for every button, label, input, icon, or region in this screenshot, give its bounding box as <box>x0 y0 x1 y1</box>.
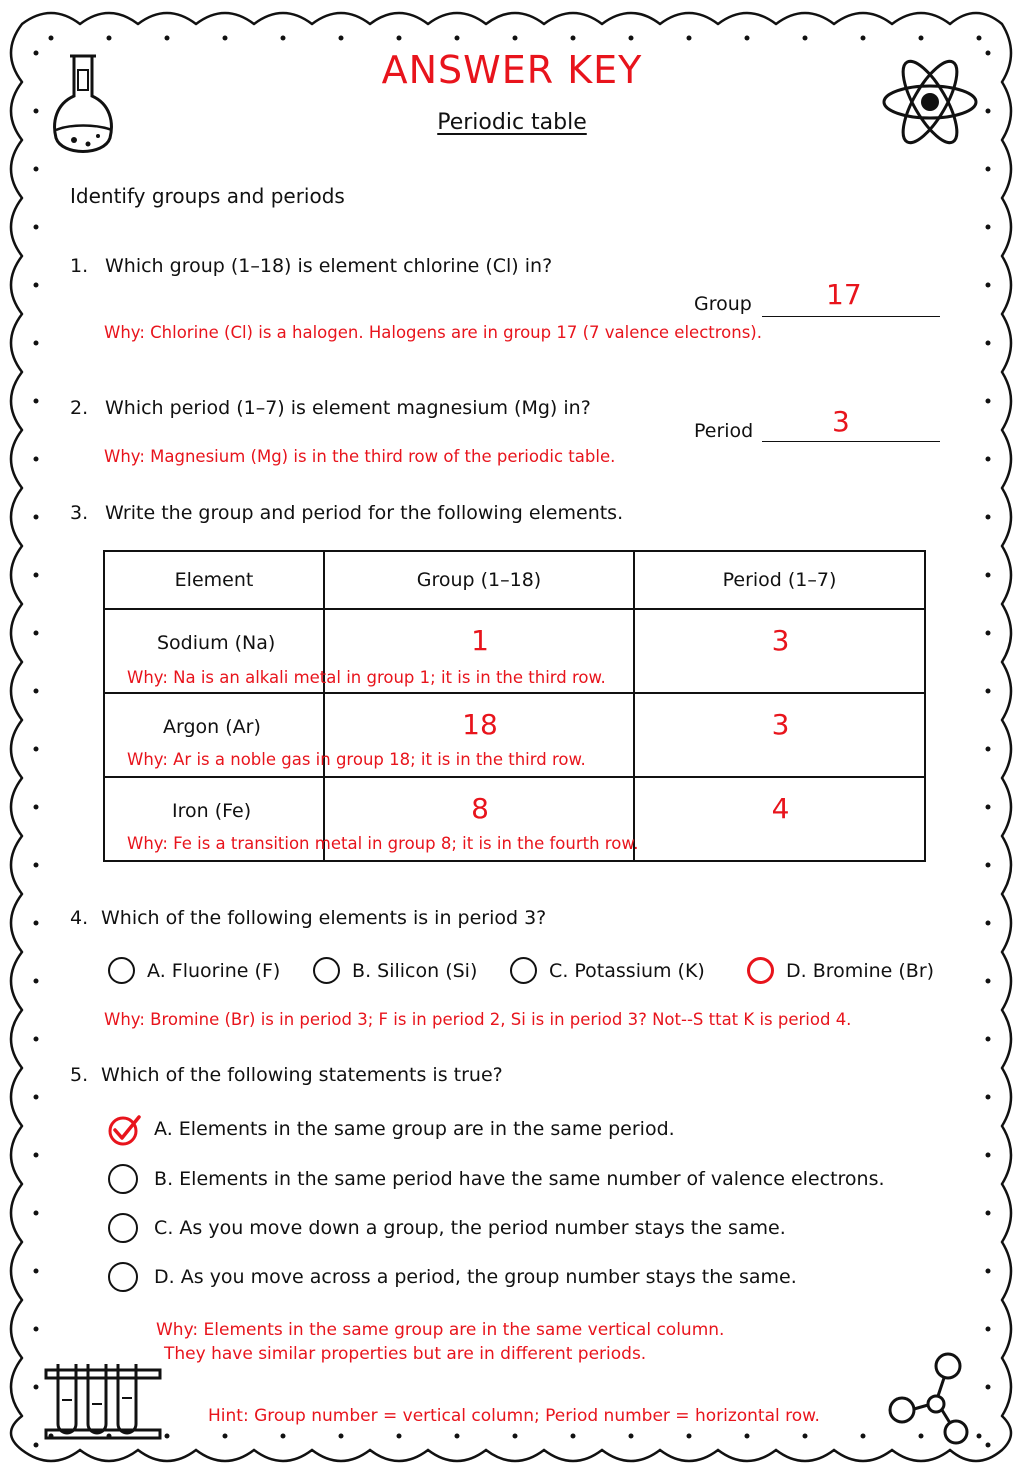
border-dot <box>34 1385 39 1390</box>
border-dot <box>397 1434 402 1439</box>
q1-answer: 17 <box>826 278 862 311</box>
page-title: ANSWER KEY <box>381 48 643 92</box>
q1-answer-line <box>762 316 940 317</box>
option-label: B. Elements in the same period have the same number of valence electrons. <box>154 1168 885 1190</box>
border-dot <box>986 1385 991 1390</box>
border-dot <box>986 979 991 984</box>
q4-question: Which of the following elements is in period 3? <box>101 907 547 929</box>
border-dot <box>34 1211 39 1216</box>
border-dot <box>34 515 39 520</box>
border-dot <box>803 1434 808 1439</box>
border-dot <box>339 1434 344 1439</box>
border-dot <box>986 863 991 868</box>
border-dot <box>986 921 991 926</box>
group-answer: 8 <box>471 792 489 825</box>
molecule-icon <box>886 1352 976 1448</box>
border-dot <box>34 399 39 404</box>
page-subtitle: Periodic table <box>437 110 587 135</box>
border-dot <box>977 36 982 41</box>
border-dot <box>861 36 866 41</box>
element-name: Sodium (Na) <box>157 632 276 654</box>
radio-button[interactable] <box>108 1262 138 1292</box>
test-tubes-icon <box>44 1360 162 1444</box>
border-dot <box>34 1095 39 1100</box>
table-row <box>104 609 925 693</box>
q3-question: Write the group and period for the following elements. <box>105 502 624 524</box>
radio-button[interactable] <box>510 957 537 984</box>
border-dot <box>986 1037 991 1042</box>
border-dot <box>977 1434 982 1439</box>
table-row <box>104 693 925 777</box>
radio-button-checked[interactable] <box>108 1114 140 1144</box>
border-dot <box>629 36 634 41</box>
border-dot <box>571 36 576 41</box>
border-dot <box>745 36 750 41</box>
border-dot <box>513 36 518 41</box>
border-dot <box>34 1269 39 1274</box>
border-dot <box>986 399 991 404</box>
border-dot <box>861 1434 866 1439</box>
q2-question: Which period (1–7) is element magnesium (Mg) in? <box>105 397 591 419</box>
group-answer: 18 <box>462 708 498 741</box>
element-name: Argon (Ar) <box>163 716 261 738</box>
q2-answer: 3 <box>832 405 850 438</box>
q3-number: 3. <box>70 502 89 524</box>
border-dot <box>986 1327 991 1332</box>
element-name: Iron (Fe) <box>172 800 252 822</box>
border-dot <box>803 36 808 41</box>
border-dot <box>34 283 39 288</box>
q4-option-b[interactable] <box>313 957 477 984</box>
border-dot <box>165 36 170 41</box>
period-answer: 3 <box>771 624 790 657</box>
q5-option-d[interactable] <box>108 1262 797 1292</box>
border-dot <box>986 515 991 520</box>
border-dot <box>986 689 991 694</box>
border-dot <box>986 747 991 752</box>
radio-button[interactable] <box>108 957 135 984</box>
border-dot <box>986 1153 991 1158</box>
border-dot <box>986 573 991 578</box>
q5-why-line-2: They have similar properties but are in different periods. <box>164 1344 647 1364</box>
border-dot <box>919 36 924 41</box>
q4-option-a[interactable] <box>108 957 280 984</box>
border-dot <box>49 36 54 41</box>
border-dot <box>986 283 991 288</box>
border-dot <box>339 36 344 41</box>
q5-option-c[interactable] <box>108 1213 786 1243</box>
hint: Hint: Group number = vertical column; Period number = horizontal row. <box>208 1406 820 1426</box>
border-dot <box>34 689 39 694</box>
q5-question: Which of the following statements is true? <box>101 1064 503 1086</box>
q1-answer-label: Group <box>694 293 752 315</box>
border-dot <box>34 1327 39 1332</box>
border-dot <box>397 36 402 41</box>
border-dot <box>986 167 991 172</box>
row-why: Why: Ar is a noble gas in group 18; it is in the third row. <box>127 750 586 769</box>
border-dot <box>34 979 39 984</box>
border-dot <box>34 167 39 172</box>
border-dot <box>34 921 39 926</box>
q2-why: Why: Magnesium (Mg) is in the third row of the periodic table. <box>104 447 616 466</box>
group-answer: 1 <box>471 624 489 657</box>
border-dot <box>986 1269 991 1274</box>
border-dot <box>281 36 286 41</box>
border-dot <box>34 1443 39 1448</box>
border-dot <box>986 1095 991 1100</box>
q2-number: 2. <box>70 397 89 419</box>
q4-number: 4. <box>70 907 89 929</box>
period-answer: 3 <box>771 708 790 741</box>
option-label: A. Elements in the same group are in the same period. <box>154 1118 675 1140</box>
border-dot <box>34 457 39 462</box>
q4-option-d[interactable] <box>747 957 934 984</box>
border-dot <box>34 1153 39 1158</box>
radio-button[interactable] <box>313 957 340 984</box>
border-dot <box>629 1434 634 1439</box>
period-answer: 4 <box>771 792 790 825</box>
q1-number: 1. <box>70 255 89 277</box>
border-dot <box>34 631 39 636</box>
column-header: Element <box>104 551 324 609</box>
q4-option-c[interactable] <box>510 957 705 984</box>
border-dot <box>571 1434 576 1439</box>
row-why: Why: Fe is a transition metal in group 8; it is in the fourth row. <box>127 834 639 853</box>
border-dot <box>34 225 39 230</box>
row-why: Why: Na is an alkali metal in group 1; it is in the third row. <box>127 668 606 687</box>
border-dot <box>986 341 991 346</box>
border-dot <box>34 863 39 868</box>
option-label: C. Potassium (K) <box>549 959 705 982</box>
border-dot <box>455 36 460 41</box>
q2-answer-line <box>762 441 940 442</box>
group-period-table <box>103 550 926 862</box>
border-dot <box>34 747 39 752</box>
radio-button-selected[interactable] <box>747 957 774 984</box>
border-dot <box>107 36 112 41</box>
border-dot <box>34 805 39 810</box>
border-dot <box>986 631 991 636</box>
border-dot <box>986 457 991 462</box>
border-dot <box>223 36 228 41</box>
option-label: D. Bromine (Br) <box>786 959 935 982</box>
q5-number: 5. <box>70 1064 89 1086</box>
border-dot <box>513 1434 518 1439</box>
q4-why: Why: Bromine (Br) is in period 3; F is in period 2, Si is in period 3? Not--S ttat K is period 4. <box>104 1010 852 1029</box>
option-label: A. Fluorine (F) <box>147 959 281 982</box>
border-dot <box>986 805 991 810</box>
radio-button[interactable] <box>108 1164 138 1194</box>
border-dot <box>687 1434 692 1439</box>
option-label: B. Silicon (Si) <box>352 959 478 982</box>
table-row <box>104 777 925 861</box>
column-header: Period (1–7) <box>634 551 925 609</box>
radio-button[interactable] <box>108 1213 138 1243</box>
option-label: D. As you move across a period, the group number stays the same. <box>154 1266 797 1288</box>
table-header-row <box>104 551 925 609</box>
q1-question: Which group (1–18) is element chlorine (Cl) in? <box>105 255 553 277</box>
q5-option-a[interactable] <box>108 1114 675 1144</box>
border-dot <box>34 341 39 346</box>
border-dot <box>34 573 39 578</box>
section-intro: Identify groups and periods <box>70 184 345 208</box>
q2-answer-label: Period <box>694 420 754 442</box>
border-dot <box>986 225 991 230</box>
border-dot <box>986 1443 991 1448</box>
q5-why-line-1: Why: Elements in the same group are in the same vertical column. <box>156 1320 725 1340</box>
border-dot <box>455 1434 460 1439</box>
q1-why: Why: Chlorine (Cl) is a halogen. Halogens are in group 17 (7 valence electrons). <box>104 323 762 342</box>
border-dot <box>687 36 692 41</box>
border-dot <box>34 1037 39 1042</box>
border-dot <box>281 1434 286 1439</box>
border-dot <box>223 1434 228 1439</box>
border-dot <box>745 1434 750 1439</box>
q5-option-b[interactable] <box>108 1164 885 1194</box>
border-dot <box>165 1434 170 1439</box>
option-label: C. As you move down a group, the period number stays the same. <box>154 1217 786 1239</box>
border-dot <box>986 1211 991 1216</box>
column-header: Group (1–18) <box>324 551 634 609</box>
